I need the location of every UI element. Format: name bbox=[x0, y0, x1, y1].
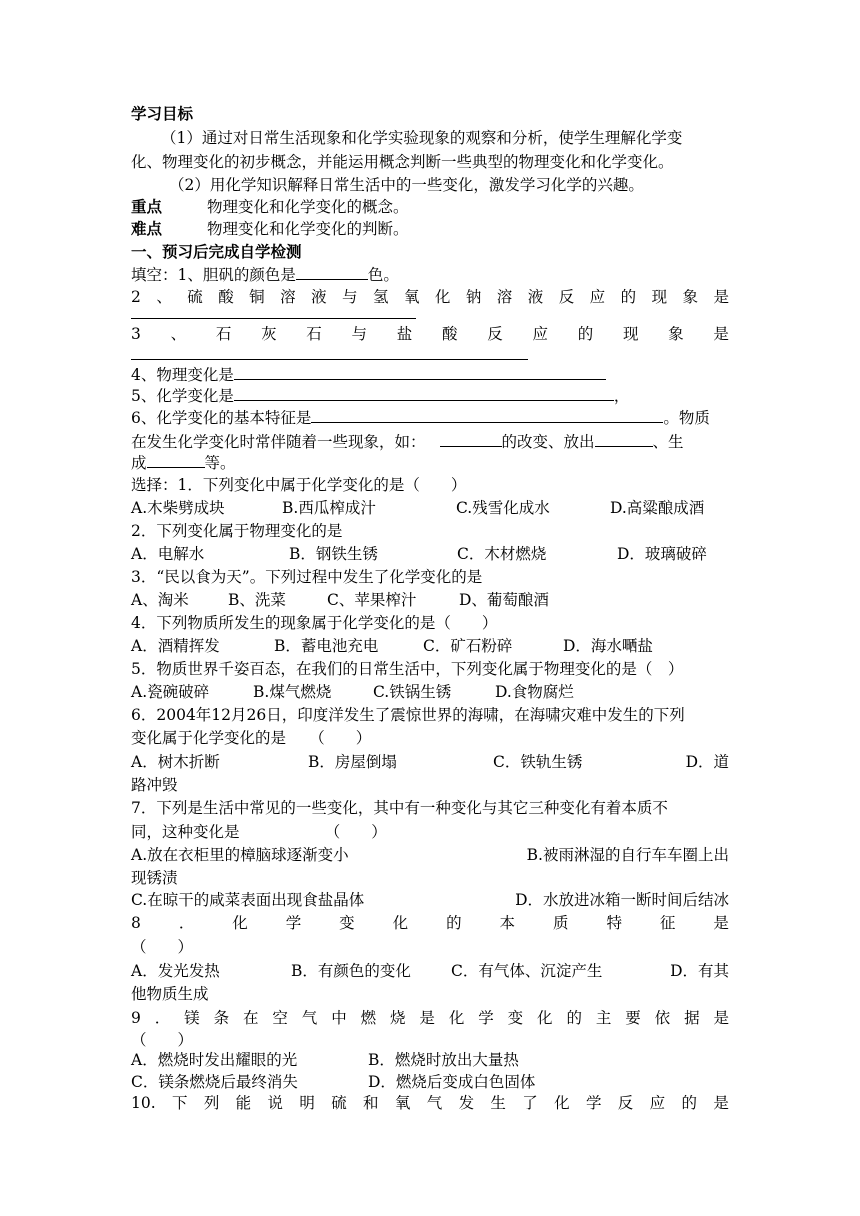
choice-q8-paren: （ ） bbox=[131, 938, 194, 956]
choice-q10-char: 发 bbox=[458, 1094, 475, 1112]
fill-q2-char: 化 bbox=[434, 288, 451, 306]
fill-q6-text-4: 的改变、放出 bbox=[501, 433, 595, 451]
fill-q3-char: 现 bbox=[622, 325, 639, 343]
choice-q10-char: 气 bbox=[426, 1094, 443, 1112]
fill-q3-char: 石 bbox=[306, 325, 322, 343]
choice-q10-char: 10. bbox=[131, 1094, 156, 1112]
fill-q1-end: 色。 bbox=[367, 266, 399, 284]
fill-q2-char: 硫 bbox=[187, 288, 203, 306]
key-point-text: 物理变化和化学变化的概念。 bbox=[206, 198, 409, 216]
option-c[interactable]: C、苹果榨汁 bbox=[327, 591, 417, 609]
choice-q10-char: 列 bbox=[203, 1094, 220, 1112]
option-b[interactable]: B．钢铁生锈 bbox=[289, 545, 378, 563]
choice-q10-char: 学 bbox=[585, 1094, 602, 1112]
choice-q2: 2．下列变化属于物理变化的是 bbox=[131, 522, 343, 540]
choice-q9-char: ． bbox=[154, 1009, 171, 1027]
choice-q9-char: 是 bbox=[419, 1009, 435, 1027]
option-c[interactable]: C．有气体、沉淀产生 bbox=[451, 962, 603, 980]
fill-q3-char: 反 bbox=[487, 325, 503, 343]
fill-q2-char: 溶 bbox=[496, 288, 513, 306]
fill-q6-text-3: 在发生化学变化时常伴随着一些现象，如： bbox=[131, 433, 426, 451]
option-c[interactable]: C．矿石粉碎 bbox=[423, 637, 513, 655]
choice-q8-char: 质 bbox=[552, 914, 569, 932]
choice-q8-char: 是 bbox=[713, 914, 729, 932]
fill-q3 bbox=[131, 324, 729, 344]
choice-q5: 5．物质世界千姿百态，在我们的日常生活中，下列变化属于物理变化的是（ ） bbox=[131, 660, 684, 678]
choice-q7-line-2: 同，这种变化是 （ ） bbox=[131, 823, 387, 841]
fill-q2-char: 的 bbox=[620, 288, 637, 306]
key-point bbox=[131, 197, 729, 217]
option-b[interactable]: B．有颜色的变化 bbox=[291, 962, 411, 980]
fill-q6-text: 6、化学变化的基本特征是 bbox=[131, 409, 312, 427]
option-a[interactable]: A、淘米 bbox=[131, 591, 189, 609]
option-d[interactable]: D、葡萄酿酒 bbox=[459, 591, 549, 609]
fill-q6-line-2 bbox=[131, 431, 729, 452]
choice-q3: 3．“民以食为天”。下列过程中发生了化学变化的是 bbox=[131, 568, 483, 586]
fill-q2-char: 液 bbox=[311, 288, 327, 306]
choice-q4: 4．下列物质所发生的现象属于化学变化的是（ ） bbox=[131, 614, 498, 632]
option-b[interactable]: B.被雨淋湿的自行车车圈上出 bbox=[526, 846, 729, 864]
fill-q4-text: 4、物理变化是 bbox=[131, 366, 234, 384]
choice-q9-char: 9 bbox=[131, 1009, 141, 1027]
choice-q8-char: 变 bbox=[339, 914, 355, 932]
choice-q10-char: 和 bbox=[363, 1094, 379, 1112]
option-a[interactable]: A．发光发热 bbox=[131, 962, 220, 980]
choice-q8-char: 本 bbox=[499, 914, 516, 932]
difficulty-text: 物理变化和化学变化的判断。 bbox=[206, 220, 409, 238]
fill-q2-char: 、 bbox=[156, 288, 172, 306]
choice-q10-char: 说 bbox=[267, 1094, 284, 1112]
choice-q6-line-2: 变化属于化学变化的是 （ ） bbox=[131, 729, 372, 747]
key-point-label: 重点 bbox=[131, 197, 163, 216]
option-c[interactable]: C.在晾干的咸菜表面出现食盐晶体 bbox=[131, 891, 365, 909]
choice-q8 bbox=[131, 913, 729, 933]
fill-q3-char: 是 bbox=[713, 325, 729, 343]
choice-q8-char: 的 bbox=[446, 914, 462, 932]
choice-q10-char: 能 bbox=[235, 1094, 252, 1112]
choice-q10-char: 化 bbox=[554, 1094, 570, 1112]
fill-q5-end: ， bbox=[613, 387, 630, 405]
fill-q3-char: 的 bbox=[577, 325, 594, 343]
choice-q9-char: 学 bbox=[478, 1009, 494, 1027]
option-a[interactable]: A．燃烧时发出耀眼的光 bbox=[131, 1051, 298, 1069]
fill-q2-char: 钠 bbox=[465, 288, 482, 306]
fill-q4 bbox=[131, 364, 729, 385]
choice-q8-char: 8 bbox=[131, 914, 141, 932]
choice-q8-char: 化 bbox=[392, 914, 409, 932]
fill-q2-char: 反 bbox=[558, 288, 575, 306]
option-b[interactable]: B.西瓜榨成汁 bbox=[282, 499, 376, 517]
fill-q6-text-6: 成 bbox=[131, 454, 147, 472]
choice-q9 bbox=[131, 1008, 729, 1028]
choice-q9-char: 的 bbox=[566, 1009, 582, 1027]
option-d[interactable]: D．燃烧后变成白色固体 bbox=[368, 1073, 536, 1091]
fill-q6-blank-2[interactable] bbox=[440, 431, 502, 447]
goal-2: （2）用化学知识解释日常生活中的一些变化，激发学习化学的兴趣。 bbox=[169, 176, 644, 194]
fill-q2-char: 氢 bbox=[372, 288, 389, 306]
option-d[interactable]: D.食物腐烂 bbox=[495, 683, 574, 701]
option-a[interactable]: A．树木折断 bbox=[131, 753, 220, 771]
choice-q7-line-1: 7．下列是生活中常见的一些变化，其中有一种变化与其它三种变化有着本质不 bbox=[131, 799, 668, 817]
choice-q9-char: 空 bbox=[272, 1009, 288, 1027]
option-c[interactable]: C.残雪化成水 bbox=[456, 499, 550, 517]
option-d[interactable]: D．玻璃破碎 bbox=[617, 545, 707, 563]
fill-q3-char: 与 bbox=[351, 325, 368, 343]
option-b[interactable]: B.煤气燃烧 bbox=[253, 683, 332, 701]
option-a[interactable]: A．酒精挥发 bbox=[131, 637, 220, 655]
fill-q2-char: 象 bbox=[682, 288, 699, 306]
fill-q6-blank-3[interactable] bbox=[595, 431, 653, 447]
fill-q1-blank[interactable] bbox=[296, 264, 368, 280]
choice-q10-char: 硫 bbox=[331, 1094, 347, 1112]
section-1-title: 一、预习后完成自学检测 bbox=[131, 242, 302, 261]
choice-q9-char: 条 bbox=[213, 1009, 230, 1027]
fill-q3-char: 石 bbox=[215, 325, 232, 343]
goal-1-line-1: （1）通过对日常生活现象和化学实验现象的观察和分析，使学生理解化学变 bbox=[161, 129, 683, 147]
option-c[interactable]: C．镁条燃烧后最终消失 bbox=[131, 1073, 298, 1091]
fill-q3-char: 应 bbox=[532, 325, 548, 343]
fill-q4-blank[interactable] bbox=[234, 364, 606, 380]
difficulty-label: 难点 bbox=[131, 219, 163, 238]
fill-q2-char: 与 bbox=[342, 288, 358, 306]
choice-q9-char: 燃 bbox=[360, 1009, 377, 1027]
choice-q9-char: 气 bbox=[301, 1009, 318, 1027]
choice-q10-char: 是 bbox=[713, 1094, 729, 1112]
option-d[interactable]: D.高粱酿成酒 bbox=[610, 499, 705, 517]
fill-q6-line-1 bbox=[131, 407, 729, 428]
difficulty-point bbox=[131, 219, 729, 239]
choice-q9-char: 化 bbox=[448, 1009, 465, 1027]
choice-q10-char: 了 bbox=[522, 1094, 538, 1112]
choice-q6-line-4: 路冲毁 bbox=[131, 776, 178, 794]
fill-q5 bbox=[131, 385, 729, 406]
option-a[interactable]: A.放在衣柜里的樟脑球逐渐变小 bbox=[131, 846, 349, 864]
option-b[interactable]: B．房屋倒塌 bbox=[308, 753, 397, 771]
option-a[interactable]: A.瓷碗破碎 bbox=[131, 683, 210, 701]
choice-q1: 选择：1．下列变化中属于化学变化的是（ ） bbox=[131, 476, 467, 494]
choice-q9-paren: （ ） bbox=[131, 1031, 194, 1049]
choice-q9-char: 烧 bbox=[390, 1009, 406, 1027]
choice-q9-char: 在 bbox=[242, 1009, 259, 1027]
fill-q2-char: 溶 bbox=[280, 288, 296, 306]
fill-q2 bbox=[131, 287, 729, 307]
option-c[interactable]: C．木材燃烧 bbox=[457, 545, 547, 563]
choice-q9-char: 中 bbox=[331, 1009, 347, 1027]
fill-q2-char: 2 bbox=[131, 288, 141, 306]
choice-q7-line-4: 现锈渍 bbox=[131, 869, 178, 887]
choice-q8-char: 特 bbox=[606, 914, 622, 932]
fill-q2-char: 应 bbox=[589, 288, 606, 306]
choice-q10-char: 反 bbox=[617, 1094, 634, 1112]
option-a[interactable]: A.木柴劈成块 bbox=[131, 499, 225, 517]
learning-goals-heading: 学习目标 bbox=[131, 104, 194, 123]
option-d[interactable]: D．有其 bbox=[670, 962, 729, 980]
fill-q1 bbox=[131, 264, 729, 285]
fill-q3-char: 3 bbox=[131, 325, 141, 343]
fill-q3-char: 、 bbox=[170, 325, 187, 343]
fill-q1-text: 填空：1、胆矾的颜色是 bbox=[131, 266, 296, 284]
choice-q10-char: 氧 bbox=[394, 1094, 411, 1112]
fill-q2-char: 是 bbox=[713, 288, 729, 306]
option-c[interactable]: C．铁轨生锈 bbox=[493, 753, 583, 771]
fill-q2-char: 酸 bbox=[218, 288, 234, 306]
choice-q8-line-4: 他物质生成 bbox=[131, 985, 209, 1003]
choice-q8-char: 学 bbox=[285, 914, 302, 932]
fill-q3-char: 酸 bbox=[442, 325, 458, 343]
fill-q6-line-3 bbox=[131, 452, 729, 473]
choice-q9-char: 主 bbox=[595, 1009, 612, 1027]
choice-q6-line-1: 6．2004年12月26日，印度洋发生了震惊世界的海啸，在海啸灾难中发生的下列 bbox=[131, 706, 685, 724]
option-c[interactable]: C.铁锅生锈 bbox=[373, 683, 452, 701]
fill-q2-char: 铜 bbox=[249, 288, 265, 306]
fill-q3-char: 盐 bbox=[396, 325, 413, 343]
option-d[interactable]: D．海水嗮盐 bbox=[563, 637, 653, 655]
fill-q2-char: 氧 bbox=[403, 288, 420, 306]
option-a[interactable]: A．电解水 bbox=[131, 545, 205, 563]
choice-q9-char: 据 bbox=[684, 1009, 700, 1027]
choice-q10 bbox=[131, 1093, 729, 1113]
option-b[interactable]: B、洗菜 bbox=[228, 591, 286, 609]
choice-q10-char: 应 bbox=[649, 1094, 666, 1112]
choice-q10-char: 生 bbox=[490, 1094, 506, 1112]
choice-q9-char: 变 bbox=[507, 1009, 524, 1027]
choice-q10-char: 的 bbox=[681, 1094, 697, 1112]
fill-q6-text-2: 。物质 bbox=[663, 409, 710, 427]
choice-q8-char: ． bbox=[178, 914, 195, 932]
fill-q2-answer-line[interactable] bbox=[131, 318, 416, 319]
choice-q8-char: 征 bbox=[659, 914, 676, 932]
fill-q2-char: 液 bbox=[527, 288, 544, 306]
fill-q3-char: 象 bbox=[668, 325, 684, 343]
fill-q6-text-5: 、生 bbox=[652, 433, 684, 451]
choice-q9-char: 是 bbox=[713, 1009, 729, 1027]
option-d[interactable]: D．水放进冰箱一断时间后结冰 bbox=[515, 891, 729, 909]
choice-q9-char: 要 bbox=[625, 1009, 641, 1027]
fill-q2-char: 现 bbox=[651, 288, 668, 306]
fill-q5-text: 5、化学变化是 bbox=[131, 387, 234, 405]
goal-1-line-2: 化、物理变化的初步概念，并能运用概念判断一些典型的物理变化和化学变化。 bbox=[131, 153, 674, 171]
choice-q9-char: 依 bbox=[654, 1009, 671, 1027]
option-b[interactable]: B．蓄电池充电 bbox=[274, 637, 379, 655]
choice-q10-char: 明 bbox=[299, 1094, 315, 1112]
option-b[interactable]: B．燃烧时放出大量热 bbox=[368, 1051, 519, 1069]
fill-q6-blank-4[interactable] bbox=[147, 452, 205, 468]
fill-q3-char: 灰 bbox=[261, 325, 277, 343]
fill-q3-answer-line[interactable] bbox=[131, 359, 528, 360]
fill-q6-text-7: 等。 bbox=[204, 454, 236, 472]
option-d[interactable]: D．道 bbox=[685, 753, 729, 771]
choice-q9-char: 化 bbox=[537, 1009, 553, 1027]
choice-q8-char: 化 bbox=[232, 914, 248, 932]
choice-q9-char: 镁 bbox=[184, 1009, 200, 1027]
fill-q5-blank[interactable] bbox=[234, 385, 614, 401]
choice-q10-char: 下 bbox=[171, 1094, 188, 1112]
fill-q6-blank-1[interactable] bbox=[311, 407, 663, 423]
